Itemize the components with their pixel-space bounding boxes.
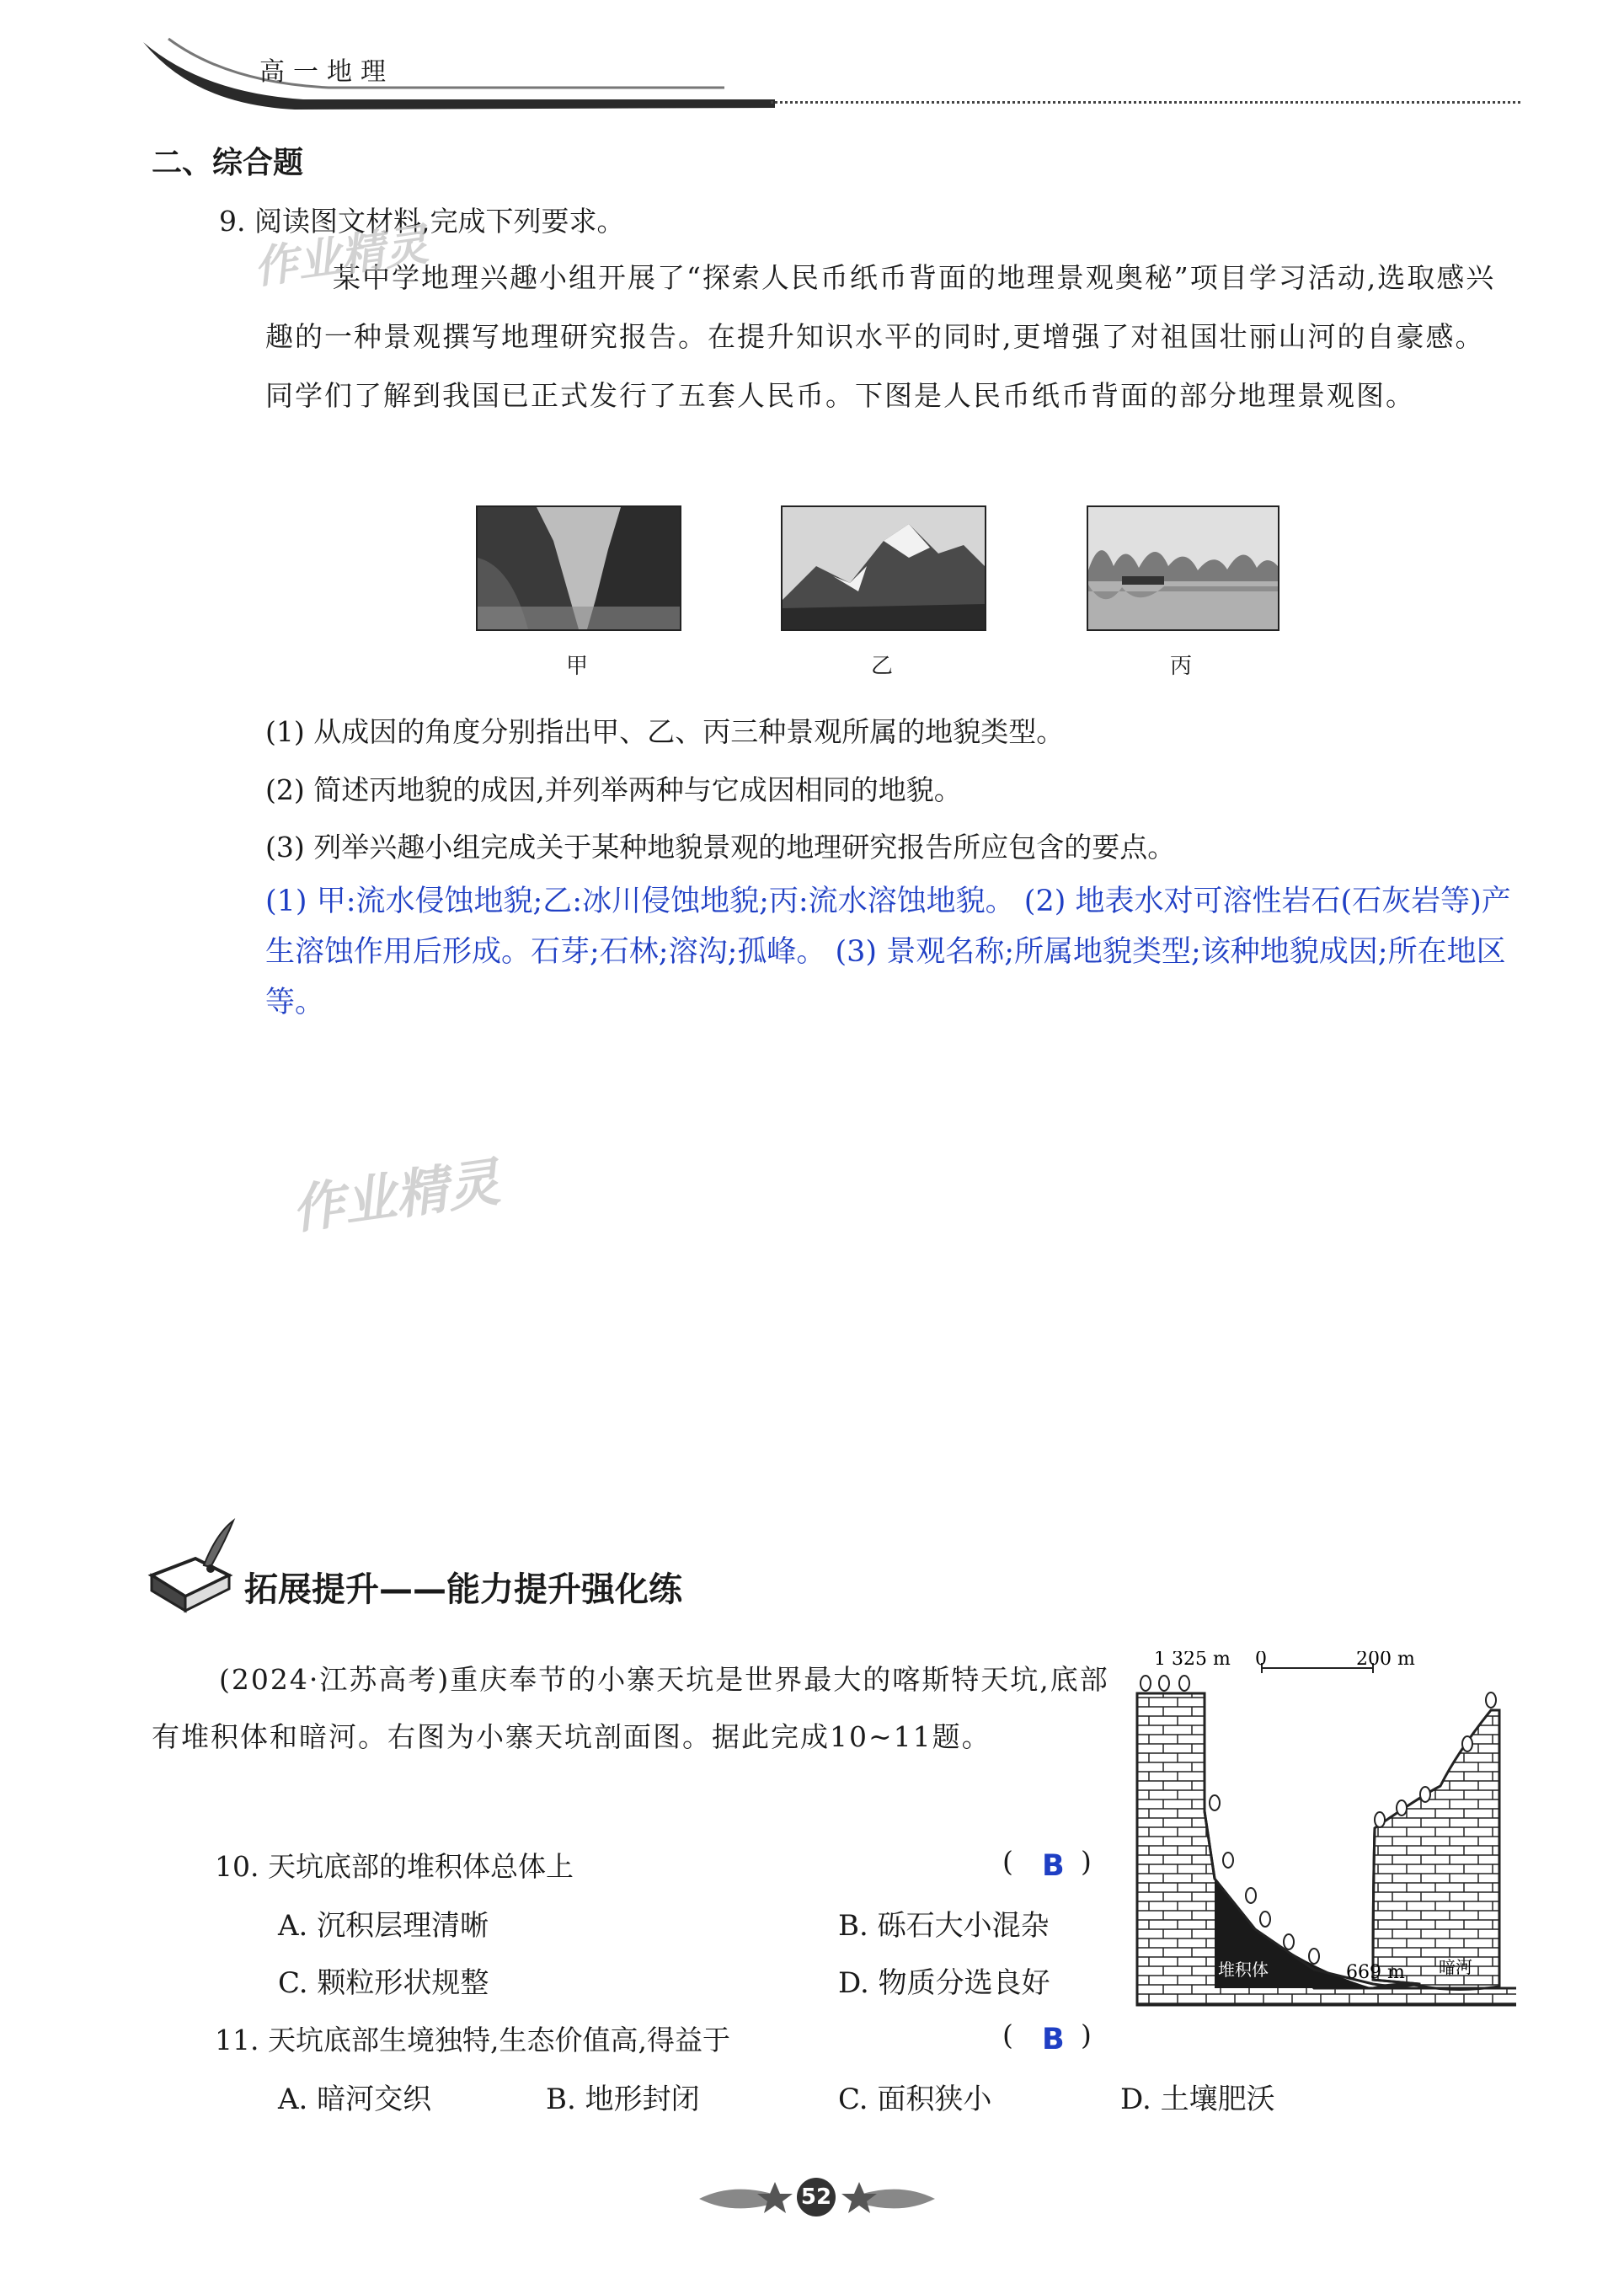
- question-9-sub3: (3) 列举兴趣小组完成关于某种地貌景观的地理研究报告所应包含的要点。: [265, 831, 1176, 864]
- question-10-option-a[interactable]: A. 沉积层理清晰: [278, 1909, 489, 1943]
- extension-context: (2024·江苏高考)重庆奉节的小寨天坑是世界最大的喀斯特天坑,底部有堆积体和暗河。右图为小寨天坑剖面图。据此完成10~11题。: [152, 1663, 1109, 1753]
- elevation-bottom-label: 669 m: [1346, 1962, 1405, 1983]
- question-10-paren-right: ): [1081, 1845, 1092, 1878]
- right-cliff: [1373, 1710, 1499, 1988]
- caption-jia: 甲: [565, 654, 588, 679]
- question-9-body: 某中学地理兴趣小组开展了“探索人民币纸币背面的地理景观奥秘”项目学习活动,选取感兴趣的一种景观撰写地理研究报告。在提升知识水平的同时,更增强了对祖国壮丽山河的自豪感。同学们了解到我国已正式发行了五套人民币。下图是人民币纸币背面的部分地理景观图。: [265, 261, 1496, 412]
- question-10-stem: 10. 天坑底部的堆积体总体上: [215, 1850, 574, 1883]
- question-9-head: 9. 阅读图文材料,完成下列要求。: [219, 205, 625, 238]
- watermark-large: 作业精灵: [287, 1151, 504, 1241]
- book-quill-icon: [145, 1516, 242, 1618]
- question-10-option-c[interactable]: C. 颗粒形状规整: [278, 1966, 489, 2000]
- question-10-option-b[interactable]: B. 砾石大小混杂: [838, 1909, 1050, 1943]
- question-10-paren-left: (: [1002, 1845, 1013, 1878]
- question-9-answer: (1) 甲:流水侵蚀地貌;乙:冰川侵蚀地貌;丙:流水溶蚀地貌。 (2) 地表水对可溶性岩石(石灰岩等)产生溶蚀作用后形成。石芽;石林;溶沟;孤峰。 (3) 景观名称;所属地貌类型;该种地貌成因;所在地区等。: [265, 885, 1511, 1019]
- tiankeng-cross-section-diagram: [1120, 1651, 1516, 2039]
- question-11-option-a[interactable]: A. 暗河交织: [278, 2083, 432, 2116]
- question-11-stem: 11. 天坑底部生境独特,生态价值高,得益于: [215, 2024, 730, 2056]
- question-9-sub1: (1) 从成因的角度分别指出甲、乙、丙三种景观所属的地貌类型。: [265, 715, 1065, 748]
- extension-title: 拓展提升——能力提升强化练: [244, 1570, 682, 1609]
- watermark: 作业精灵: [250, 219, 431, 295]
- scale-end-label: 200 m: [1356, 1651, 1415, 1670]
- page-number: 52: [797, 2178, 836, 2216]
- header-divider: [771, 101, 1520, 104]
- scale-zero-label: 0: [1255, 1651, 1267, 1670]
- river-label: 暗河: [1439, 1957, 1472, 1977]
- question-9-sub2: (2) 简述丙地貌的成因,并列举两种与它成因相同的地貌。: [265, 773, 962, 806]
- question-11-answer: B: [1042, 2023, 1065, 2056]
- caption-bing: 丙: [1169, 654, 1192, 679]
- deposit-label: 堆积体: [1218, 1960, 1269, 1980]
- caption-yi: 乙: [870, 654, 893, 679]
- question-11-option-b[interactable]: B. 地形封闭: [546, 2083, 700, 2116]
- photo-yi: [781, 505, 986, 631]
- question-10-option-d[interactable]: D. 物质分选良好: [838, 1966, 1050, 2000]
- question-11-paren-left: (: [1002, 2019, 1013, 2051]
- header-swoosh-decoration: [135, 34, 775, 118]
- photo-jia: [476, 505, 681, 631]
- question-11-paren-right: ): [1081, 2019, 1092, 2051]
- question-11-option-d[interactable]: D. 土壤肥沃: [1120, 2083, 1275, 2116]
- elevation-top-label: 1 325 m: [1154, 1651, 1231, 1670]
- question-11-option-c[interactable]: C. 面积狭小: [838, 2083, 992, 2116]
- section-title: 二、综合题: [152, 146, 304, 180]
- question-10-answer: B: [1042, 1849, 1065, 1883]
- header-title: 高一地理: [259, 57, 394, 87]
- photo-bing: [1087, 505, 1279, 631]
